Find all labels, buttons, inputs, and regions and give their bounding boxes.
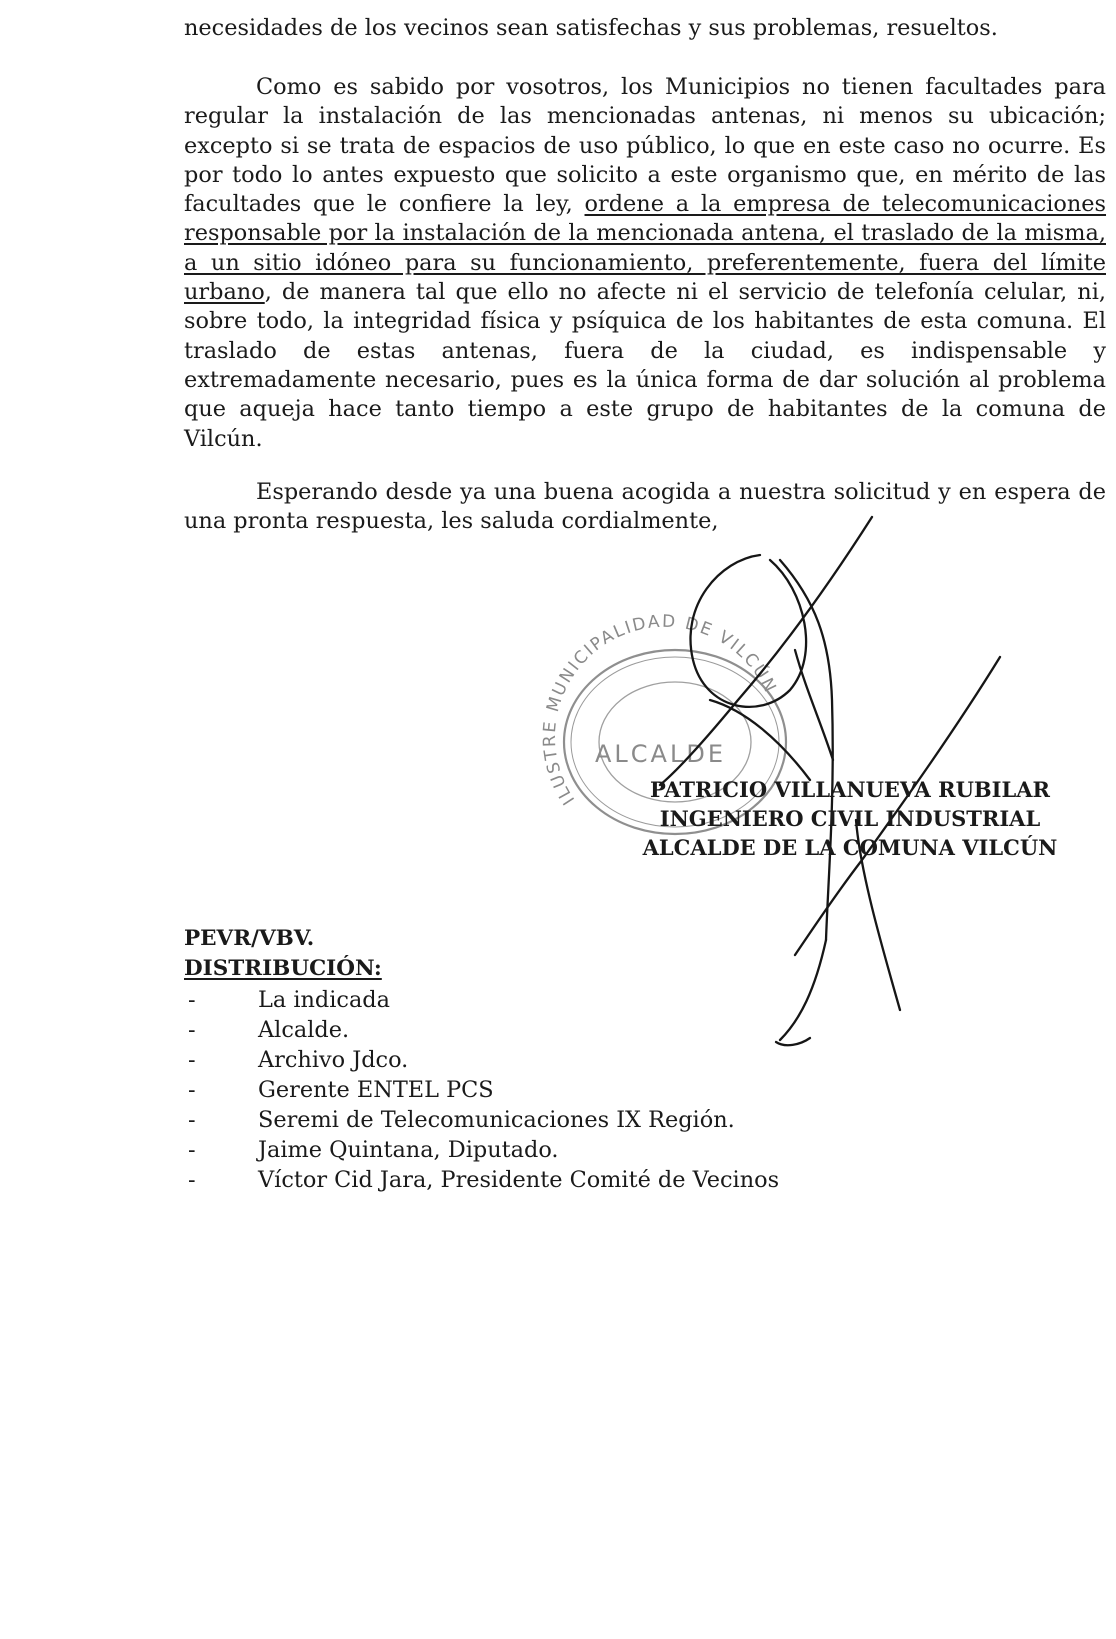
signatory-role: ALCALDE DE LA COMUNA VILCÚN (642, 835, 1058, 860)
paragraph-request (184, 73, 1106, 454)
list-dash: - (188, 1077, 196, 1103)
stamp-ring-text: ILUSTRE MUNICIPALIDAD DE VILCÚN (539, 611, 781, 809)
list-dash: - (188, 987, 196, 1013)
signatory-name: PATRICIO VILLANUEVA RUBILAR (649, 777, 1051, 802)
list-dash: - (188, 1137, 196, 1163)
distribution-item (184, 1105, 779, 1135)
distribution-title: DISTRIBUCIÓN: (184, 956, 382, 981)
paragraph-fragment: necesidades de los vecinos sean satisfechas y sus problemas, resueltos. (184, 15, 998, 41)
distribution-item-text: Alcalde. (258, 1017, 350, 1043)
stamp-center-text: ALCALDE (595, 740, 726, 768)
distribution-item-text: Gerente ENTEL PCS (258, 1077, 494, 1103)
signatory-block (600, 775, 1100, 862)
reference-block (184, 924, 382, 984)
distribution-item (184, 1075, 779, 1105)
list-dash: - (188, 1047, 196, 1073)
reference-initials: PEVR/VBV. (184, 926, 315, 951)
signatory-title: INGENIERO CIVIL INDUSTRIAL (659, 806, 1041, 831)
distribution-item-text: Seremi de Telecomunicaciones IX Región. (258, 1107, 735, 1133)
distribution-item (184, 1165, 779, 1195)
distribution-item-text: Víctor Cid Jara, Presidente Comité de Vecinos (258, 1167, 780, 1193)
paragraph-request-underlined: ordene a la empresa de telecomunicaciones responsable por la instalación de la mencionada antena, el traslado de la misma, a un sitio idóneo para su funcionamiento, preferentemente, fuera del límite urbano (184, 191, 1107, 306)
list-dash: - (188, 1167, 196, 1193)
paragraph-closing: Esperando desde ya una buena acogida a nuestra solicitud y en espera de una pronta respuesta, les saluda cordialmente, (184, 479, 1106, 535)
distribution-item-text: Archivo Jdco. (258, 1047, 409, 1073)
paragraph-request-text-a: Como es sabido por vosotros, los Municipios no tienen facultades para regular la instalación de las mencionadas antenas, ni menos su ubicación; excepto si se trata de espacios de uso público, lo que en este caso no ocurre. Es por todo lo antes expuesto que solicito a este organismo que, en mérito de las facultades que le confiere la ley, (184, 74, 1106, 218)
distribution-item (184, 1015, 779, 1045)
distribution-item (184, 985, 779, 1015)
paragraph-request-text-b: , de manera tal que ello no afecte ni el servicio de telefonía celular, ni, sobre todo, la integridad física y psíquica de los habitantes de esta comuna. El traslado de estas antenas, fuera de la ciudad, es indispensable y extremadamente necesario, pues es la única forma de dar solución al problema que aqueja hace tanto tiempo a este grupo de habitantes de la comuna de Vilcún. (184, 279, 1106, 452)
distribution-list (184, 985, 779, 1195)
distribution-item (184, 1135, 779, 1165)
list-dash: - (188, 1017, 196, 1043)
distribution-item-text: Jaime Quintana, Diputado. (258, 1137, 559, 1163)
distribution-item (184, 1045, 779, 1075)
list-dash: - (188, 1107, 196, 1133)
distribution-item-text: La indicada (258, 987, 390, 1013)
